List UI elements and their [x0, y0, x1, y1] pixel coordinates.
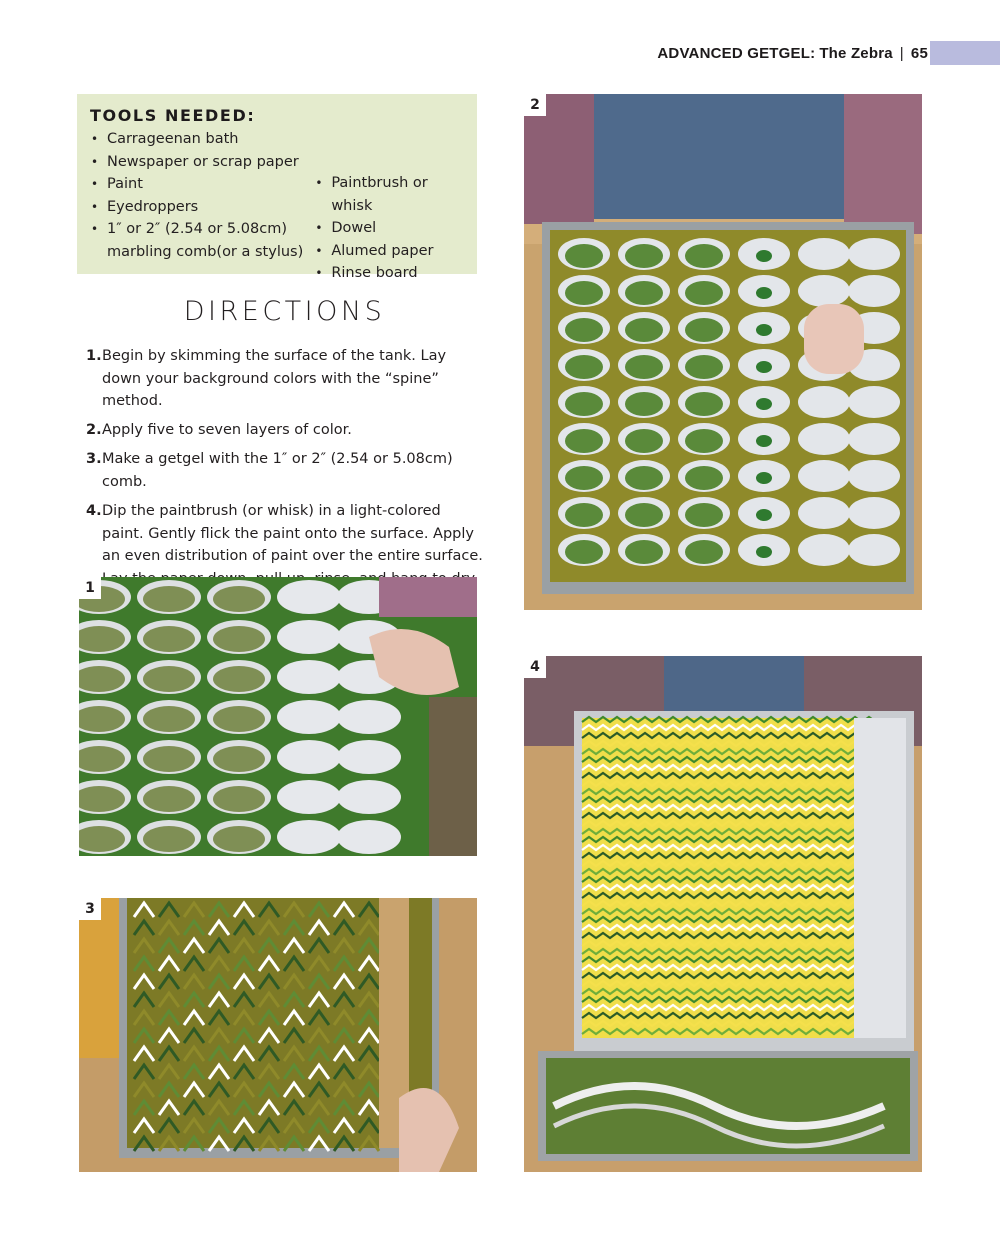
tool-item: • Newspaper or scrap paper	[90, 151, 314, 174]
paint-drop	[143, 626, 195, 652]
paint-drop	[213, 746, 265, 772]
step-text: Make a getgel with the 1″ or 2″ (2.54 or 5.08cm) comb.	[102, 451, 453, 490]
paint-drop	[277, 620, 341, 654]
paint-drop	[337, 820, 401, 854]
paint-drop	[798, 497, 850, 529]
paint-drop	[756, 472, 772, 484]
direction-step	[86, 448, 486, 493]
paint-drop	[565, 355, 603, 379]
tools-list-left	[90, 128, 314, 285]
directions-list	[86, 345, 486, 597]
tool-item: • 1″ or 2″ (2.54 or 5.08cm) marbling comb(or a stylus)	[90, 218, 314, 263]
header-color-tab	[930, 41, 1000, 65]
paint-drop	[756, 250, 772, 262]
paint-drop	[685, 503, 723, 527]
photo-step-2	[524, 94, 922, 610]
header-separator: |	[899, 44, 904, 62]
paint-drop	[625, 503, 663, 527]
tool-item: • Eyedroppers	[90, 196, 314, 219]
paint-drop	[565, 466, 603, 490]
step-text: Dip the paintbrush (or whisk) in a light-colored paint. Gently flick the paint onto the surface. Apply an even distribution of paint over the entire surface.	[102, 503, 483, 565]
step-text: Apply five to seven layers of color.	[102, 422, 352, 439]
photo-step-3	[79, 898, 477, 1172]
paint-drop	[213, 706, 265, 732]
step-text: Begin by skimming the surface of the tank. Lay down your background colors with the “spine” method.	[102, 348, 447, 410]
paint-drop	[625, 318, 663, 342]
tool-item: • Rinse board	[314, 262, 463, 285]
paint-drop	[277, 740, 341, 774]
step-number: 1.	[86, 348, 102, 364]
photo-number-tag: 3	[79, 898, 101, 920]
paint-drop	[565, 244, 603, 268]
paint-drop	[625, 281, 663, 305]
paint-drop	[143, 786, 195, 812]
tool-item: • Paintbrush or whisk	[314, 172, 463, 217]
paint-drop	[277, 700, 341, 734]
paint-drop	[685, 244, 723, 268]
paint-drop	[756, 361, 772, 373]
running-header	[657, 41, 928, 65]
paint-drop	[848, 423, 900, 455]
photo-number-tag: 1	[79, 577, 101, 599]
paint-drop	[848, 497, 900, 529]
paint-drop	[625, 355, 663, 379]
paint-drop	[798, 275, 850, 307]
photo-step-3-illustration	[79, 898, 477, 1172]
photo-step-4	[524, 656, 922, 1172]
paint-drop	[213, 626, 265, 652]
paint-drop	[798, 423, 850, 455]
paint-drop	[685, 466, 723, 490]
photo-step-4-illustration	[524, 656, 922, 1172]
paint-drop	[565, 281, 603, 305]
page-number: 65	[910, 44, 928, 62]
paint-drop	[337, 740, 401, 774]
chapter-title: ADVANCED GETGEL:	[657, 44, 816, 62]
paint-drop	[798, 238, 850, 270]
paint-drop	[277, 660, 341, 694]
paint-drop	[625, 244, 663, 268]
paint-drop	[848, 534, 900, 566]
directions-heading: DIRECTIONS	[183, 296, 386, 327]
paint-drop	[565, 503, 603, 527]
paint-drop	[337, 700, 401, 734]
photo-step-1	[79, 577, 477, 856]
paint-drop	[213, 786, 265, 812]
paint-drop	[565, 429, 603, 453]
tool-item: • Paint	[90, 173, 314, 196]
paint-drop	[143, 826, 195, 852]
photo-number-tag: 4	[524, 656, 546, 678]
photo-step-1-illustration	[79, 577, 477, 856]
paint-drop	[277, 580, 341, 614]
paint-drop	[848, 386, 900, 418]
paint-drop	[143, 706, 195, 732]
paint-drop	[756, 324, 772, 336]
paint-drop	[756, 287, 772, 299]
paint-drop	[798, 534, 850, 566]
paint-drop	[756, 546, 772, 558]
paint-drop	[213, 586, 265, 612]
paint-drop	[143, 666, 195, 692]
paint-drop	[625, 429, 663, 453]
paint-drop	[213, 666, 265, 692]
paint-drop	[798, 460, 850, 492]
paint-drop	[143, 746, 195, 772]
paint-drop	[625, 392, 663, 416]
tool-item: • Carrageenan bath	[90, 128, 314, 151]
paint-drop	[756, 435, 772, 447]
photo-number-tag: 2	[524, 94, 546, 116]
paint-drop	[848, 275, 900, 307]
paint-drop	[798, 386, 850, 418]
tools-list-right	[314, 128, 463, 285]
direction-step	[86, 345, 486, 413]
paint-drop	[685, 318, 723, 342]
paint-drop	[213, 826, 265, 852]
paint-drop	[565, 392, 603, 416]
step-number: 3.	[86, 451, 102, 468]
paint-drop	[685, 429, 723, 453]
paint-drop	[337, 780, 401, 814]
tool-item: • Alumed paper	[314, 240, 463, 263]
paint-drop	[625, 466, 663, 490]
paint-drop	[848, 238, 900, 270]
paint-drop	[277, 820, 341, 854]
paint-drop	[565, 540, 603, 564]
paint-drop	[625, 540, 663, 564]
paint-drop	[685, 281, 723, 305]
paint-drop	[685, 392, 723, 416]
paint-drop	[685, 355, 723, 379]
paint-drop	[848, 460, 900, 492]
section-title: The Zebra	[819, 44, 893, 62]
paint-drop	[277, 780, 341, 814]
tools-needed-box	[77, 94, 477, 282]
paint-drop	[685, 540, 723, 564]
tool-item: • Dowel	[314, 217, 463, 240]
tools-title: TOOLS NEEDED:	[90, 106, 256, 125]
paint-drop	[565, 318, 603, 342]
paint-drop	[756, 398, 772, 410]
photo-step-2-illustration	[524, 94, 922, 610]
direction-step	[86, 419, 486, 442]
paint-drop	[756, 509, 772, 521]
paint-drop	[143, 586, 195, 612]
step-number: 2.	[86, 422, 102, 439]
step-number: 4.	[86, 503, 102, 520]
